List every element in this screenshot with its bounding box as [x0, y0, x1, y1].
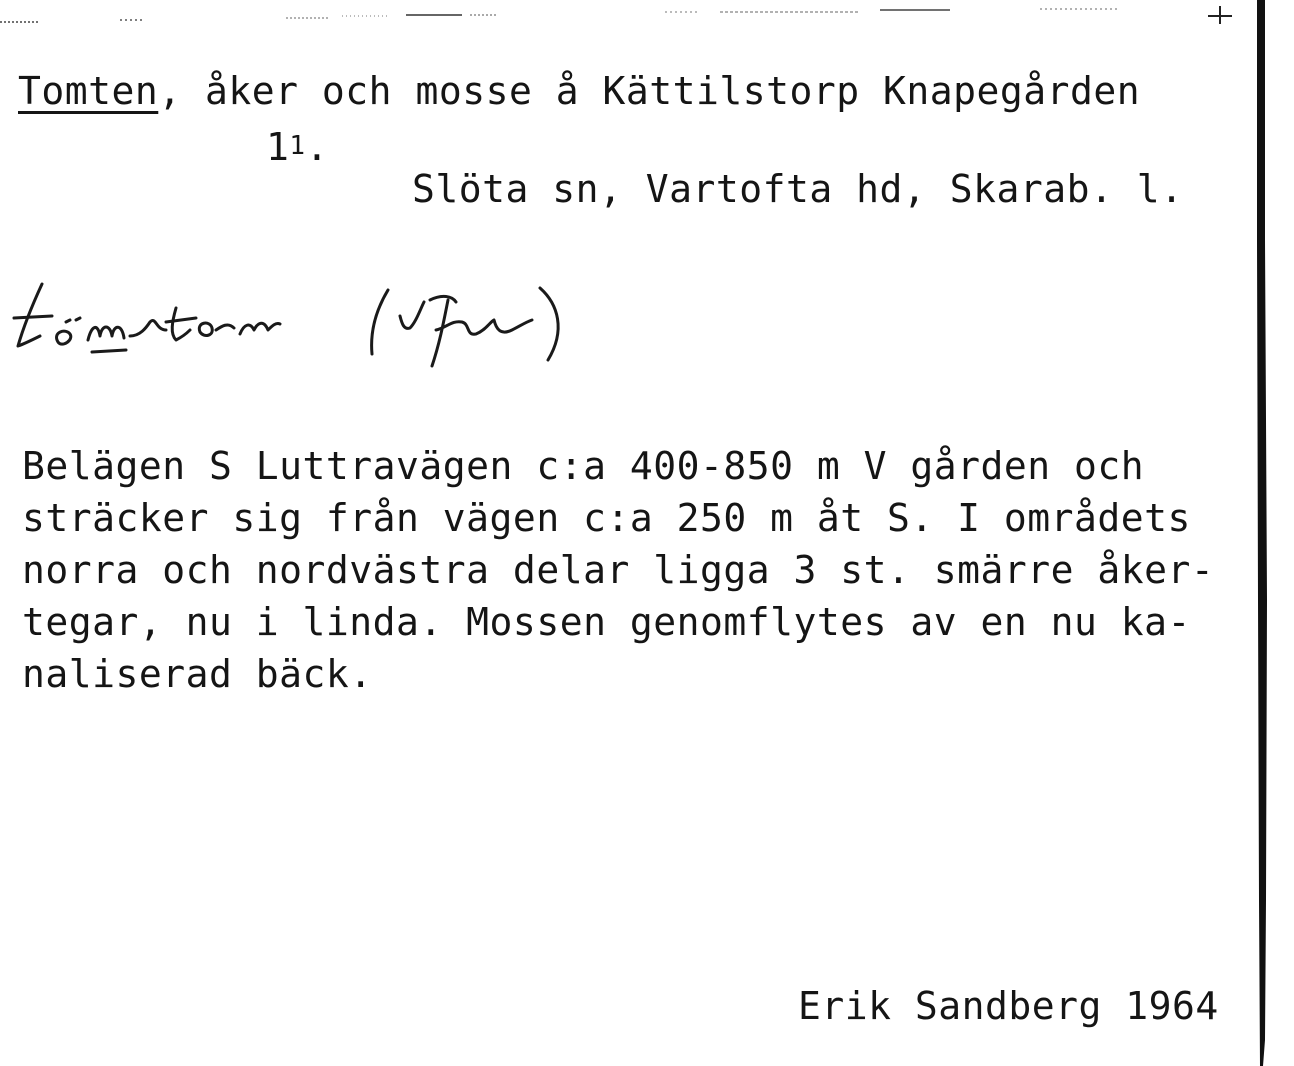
card-title	[18, 69, 1141, 113]
title-superscript: 1	[289, 131, 306, 161]
author-signature: Erik Sandberg 1964	[798, 984, 1219, 1028]
scan-specks	[0, 0, 1294, 40]
parish-district-county: Slöta sn, Vartofta hd, Skarab. l.	[412, 167, 1184, 211]
card-title-number	[266, 125, 329, 169]
handwritten-note	[0, 270, 600, 380]
title-number: 1	[266, 125, 290, 169]
description-line: sträcker sig från vägen c:a 250 m åt S. I områdets	[22, 496, 1191, 540]
description-line: norra och nordvästra delar ligga 3 st. smärre åker-	[22, 548, 1215, 592]
card-title-place-name: Tomten	[18, 69, 159, 113]
card-description	[22, 440, 1214, 700]
card-title-description: , åker och mosse å Kättilstorp Knapegården	[158, 69, 1141, 113]
description-line: Belägen S Luttravägen c:a 400-850 m V gården och	[22, 444, 1145, 488]
description-line: tegar, nu i linda. Mossen genomflytes av en nu ka-	[22, 600, 1191, 644]
description-line: naliserad bäck.	[22, 652, 373, 696]
title-number-suffix: .	[305, 125, 329, 169]
card-edge-bar	[1255, 0, 1269, 1066]
